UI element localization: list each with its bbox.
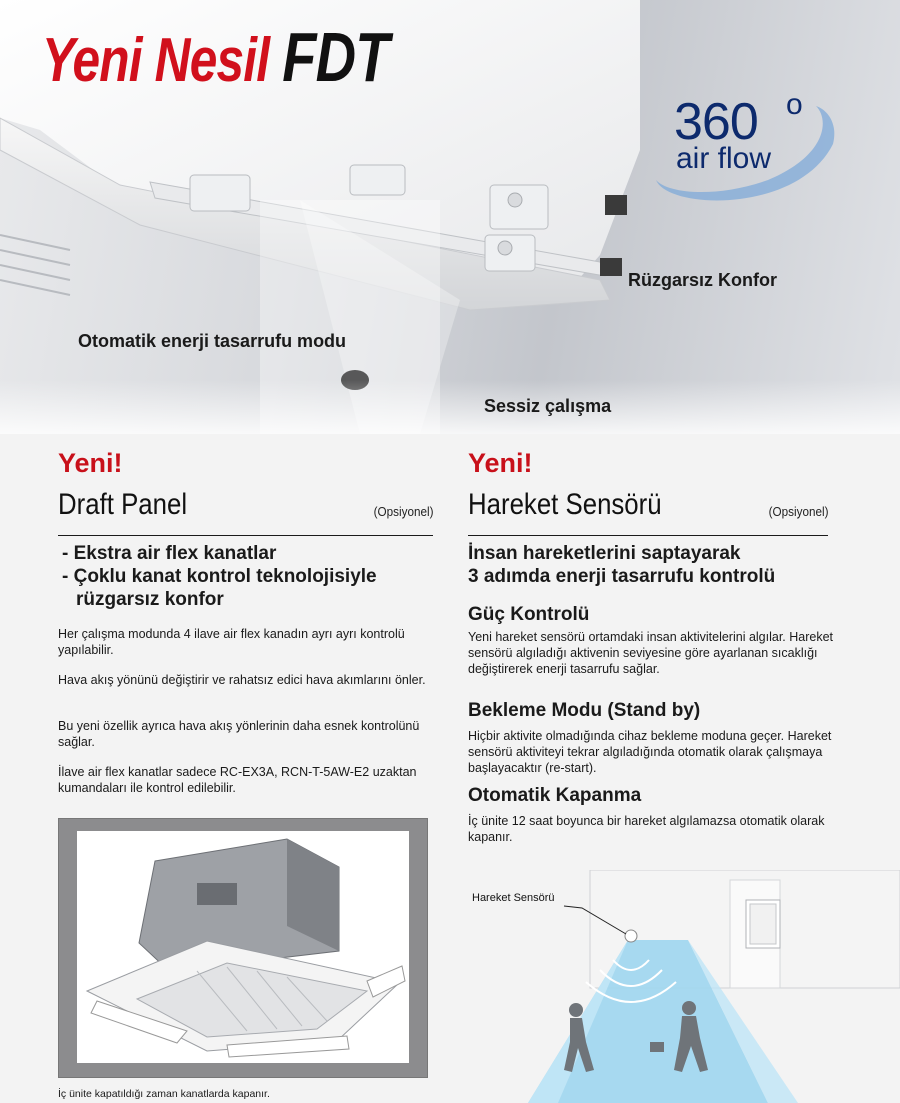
paragraph: Bu yeni özellik ayrıca hava akış yönlerinin daha esnek kontrolünü sağlar.	[58, 719, 420, 749]
bullet-item: - Ekstra air flex kanatlar	[62, 543, 277, 564]
airflow-360-badge	[648, 84, 848, 214]
hero-title	[42, 18, 389, 96]
new-badge-right: Yeni!	[468, 448, 533, 478]
paragraph: Hava akış yönünü değiştirir ve rahatsız edici hava akımlarını önler.	[58, 673, 426, 687]
badge-text: air flow	[676, 142, 772, 175]
cassette-unit-image	[77, 831, 409, 1063]
product-photo-frame	[58, 818, 428, 1078]
headline	[468, 542, 775, 588]
section-title-motion-sensor: Hareket Sensörü	[468, 488, 662, 521]
text-otomatik-kapanma: İç ünite 12 saat boyunca bir hareket algılamazsa otomatik olarak kapanır.	[468, 814, 825, 844]
heading-otomatik-kapanma: Otomatik Kapanma	[468, 785, 642, 806]
photo-caption: İç ünite kapatıldığı zaman kanatlarda kapanır.	[58, 1088, 270, 1100]
feature-bullets-left	[58, 542, 377, 611]
text-guc-kontrolu: Yeni hareket sensörü ortamdaki insan aktivitelerini algılar. Hareket sensörü algıladığı aktivenin seviyesine göre ayarlanan sıcaklığı değiştirerek enerji tasarrufu sağlar.	[468, 630, 834, 676]
sensor-label: Hareket Sensörü	[472, 892, 555, 904]
heading-guc-kontrolu: Güç Kontrolü	[468, 604, 590, 625]
heading-bekleme-modu: Bekleme Modu (Stand by)	[468, 700, 701, 721]
label-ruzgarsiz-konfor: Rüzgarsız Konfor	[628, 270, 778, 290]
divider-left	[58, 535, 433, 536]
hero-title-red: Yeni Nesil	[42, 26, 270, 95]
badge-degree: o	[786, 88, 803, 121]
optional-label-left: (Opsiyonel)	[373, 504, 433, 519]
section-title-draft-panel: Draft Panel	[58, 488, 188, 521]
product-photo	[77, 831, 409, 1063]
paragraph: Her çalışma modunda 4 ilave air flex kanadın ayrı ayrı kontrolü yapılabilir.	[58, 627, 405, 657]
label-sessiz-calisma: Sessiz çalışma	[484, 396, 612, 416]
bullet-item: rüzgarsız konfor	[76, 589, 224, 610]
text-bekleme-modu: Hiçbir aktivite olmadığında cihaz bekleme moduna geçer. Hareket sensörü aktiviteyi tekrar algıladığında otomatik olarak çalışmaya başlayacaktır (re-start).	[468, 729, 832, 775]
bullet-item: - Çoklu kanat kontrol teknolojisiyle	[62, 566, 377, 587]
badge-number: 360	[674, 93, 758, 151]
headline-line-2: 3 adımda enerji tasarrufu kontrolü	[468, 566, 776, 587]
optional-label-right: (Opsiyonel)	[768, 504, 828, 519]
hero-title-black: FDT	[282, 18, 389, 96]
headline-line-1: İnsan hareketlerini saptayarak	[468, 543, 741, 564]
motion-sensor-diagram	[468, 870, 900, 1103]
label-otomatik-enerji: Otomatik enerji tasarrufu modu	[78, 331, 347, 351]
hero-banner	[0, 0, 900, 434]
new-badge-left: Yeni!	[58, 448, 123, 478]
sensor-detection-illustration	[468, 870, 900, 1103]
divider-right	[468, 535, 828, 536]
paragraph: İlave air flex kanatlar sadece RC-EX3A, RCN-T-5AW-E2 uzaktan kumandaları ile kontrol edilebilir.	[58, 765, 417, 795]
